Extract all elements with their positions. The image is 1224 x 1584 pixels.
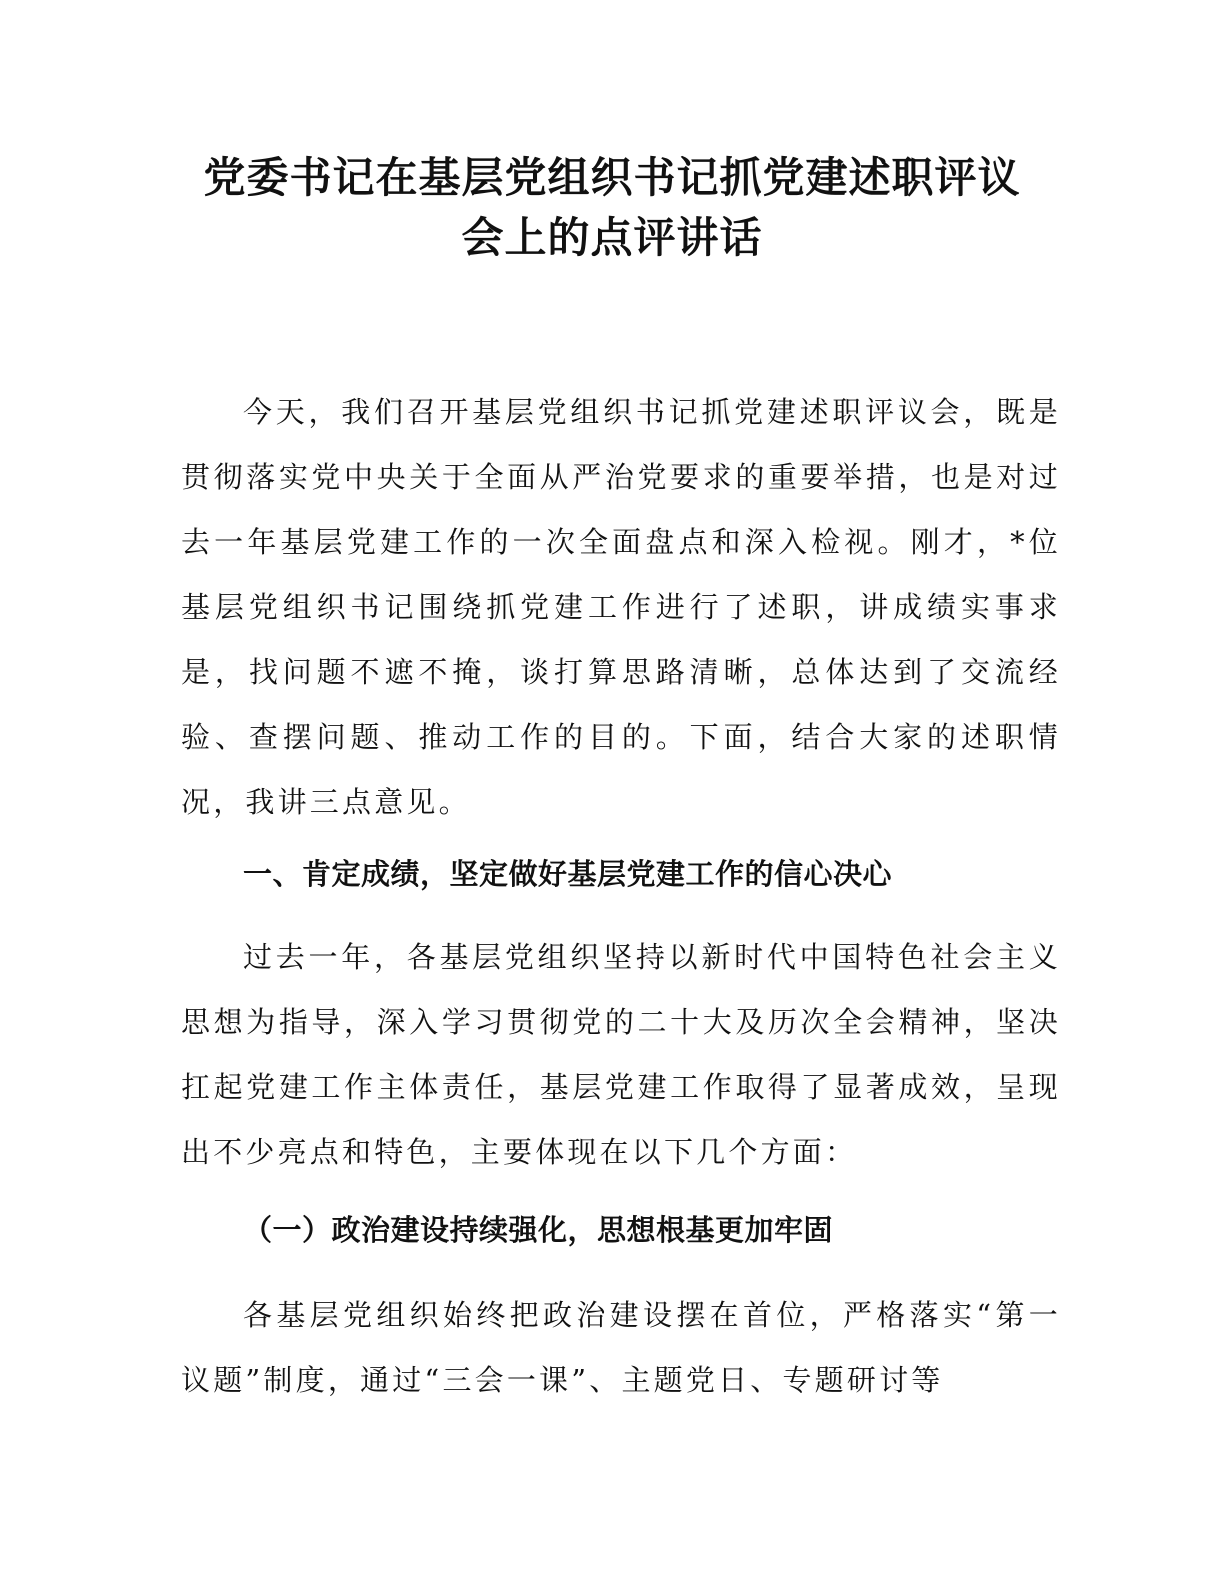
title-line-1: 党委书记在基层党组织书记抓党建述职评议: [203, 153, 1021, 202]
section-heading-1: 一、肯定成绩，坚定做好基层党建工作的信心决心: [243, 857, 893, 891]
intro-paragraph: 今天，我们召开基层党组织书记抓党建述职评议会，既是贯彻落实党中央关于全面从严治党要求的重要举措，也是对过去一年基层党建工作的一次全面盘点和深入检视。刚才，*位基层党组织书记围绕抓党建工作进行了述职，讲成绩实事求是，找问题不遮不掩，谈打算思路清晰，总体达到了交流经验、查摆问题、推动工作的目的。下面，结合大家的述职情况，我讲三点意见。: [181, 395, 1061, 819]
subsection-heading-1: （一）政治建设持续强化，思想根基更加牢固: [243, 1213, 834, 1247]
document-title: [150, 148, 1074, 268]
title-line-2: 会上的点评讲话: [461, 213, 763, 262]
section-1-paragraph: 过去一年，各基层党组织坚持以新时代中国特色社会主义思想为指导，深入学习贯彻党的二十大及历次全会精神，坚决扛起党建工作主体责任，基层党建工作取得了显著成效，呈现出不少亮点和特色，主要体现在以下几个方面：: [181, 940, 1061, 1169]
subsection-1-paragraph: 各基层党组织始终把政治建设摆在首位，严格落实“第一议题”制度，通过“三会一课”、主题党日、专题研讨等: [181, 1298, 1061, 1397]
